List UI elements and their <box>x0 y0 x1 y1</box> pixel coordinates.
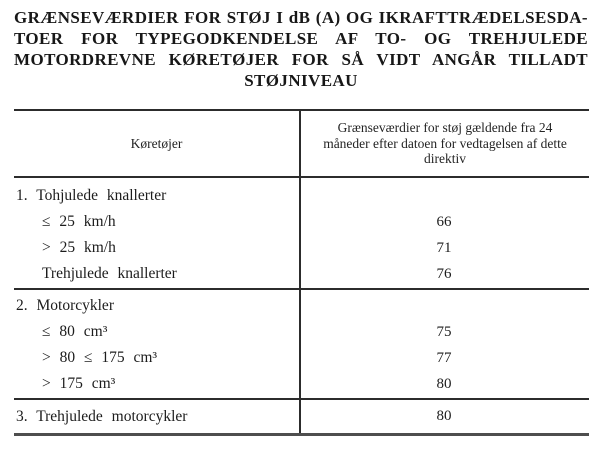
row-value: 77 <box>436 350 452 366</box>
row-value: 75 <box>436 324 452 340</box>
row-value: 80 <box>436 376 452 392</box>
row-label: Trehjulede knallerter <box>42 265 177 282</box>
column-header-limits: Grænseværdier for støj gældende fra 24 måneder efter datoen for vedtagelsen af dette direktiv <box>323 120 567 167</box>
table-header-row <box>14 111 589 178</box>
row-label: 2. Motorcykler <box>16 297 114 314</box>
row-label: ≤ 25 km/h <box>42 213 116 230</box>
row-label: > 175 cm³ <box>42 375 116 392</box>
title-line: TOER FOR TYPEGODKENDELSE AF TO- OG TREHJULEDE <box>14 29 588 48</box>
row-label: ≤ 80 cm³ <box>42 323 108 340</box>
table-row <box>14 371 589 397</box>
row-value <box>299 183 589 209</box>
row-label: 3. Trehjulede motorcykler <box>16 408 188 425</box>
table-row <box>14 293 589 319</box>
title-line: STØJNIVEAU <box>244 71 358 90</box>
row-value: 66 <box>436 214 452 230</box>
column-header-vehicles: Køretøjer <box>130 135 183 151</box>
document-title <box>14 7 588 91</box>
table-row <box>14 183 589 209</box>
title-line: MOTORDREVNE KØRETØJER FOR SÅ VIDT ANGÅR TILLADT <box>14 50 588 69</box>
table-section-motorcykler <box>14 290 589 400</box>
row-label: > 80 ≤ 175 cm³ <box>42 349 158 366</box>
row-value <box>299 293 589 319</box>
title-line: GRÆNSEVÆRDIER FOR STØJ I dB (A) OG IKRAFTTRÆDELSESDA- <box>14 8 588 27</box>
table-row <box>14 261 589 287</box>
noise-limits-table <box>14 109 589 436</box>
table-row <box>14 209 589 235</box>
row-label: > 25 km/h <box>42 239 116 256</box>
table-section-trehjulede-motorcykler <box>14 400 589 433</box>
row-value: 76 <box>436 266 452 282</box>
table-row <box>14 400 589 433</box>
column-divider <box>299 111 301 433</box>
table-row <box>14 345 589 371</box>
row-label: 1. Tohjulede knallerter <box>16 187 167 204</box>
table-row <box>14 319 589 345</box>
table-row <box>14 235 589 261</box>
row-value: 71 <box>436 240 452 256</box>
row-value: 80 <box>436 408 452 424</box>
table-section-knallerter <box>14 178 589 290</box>
